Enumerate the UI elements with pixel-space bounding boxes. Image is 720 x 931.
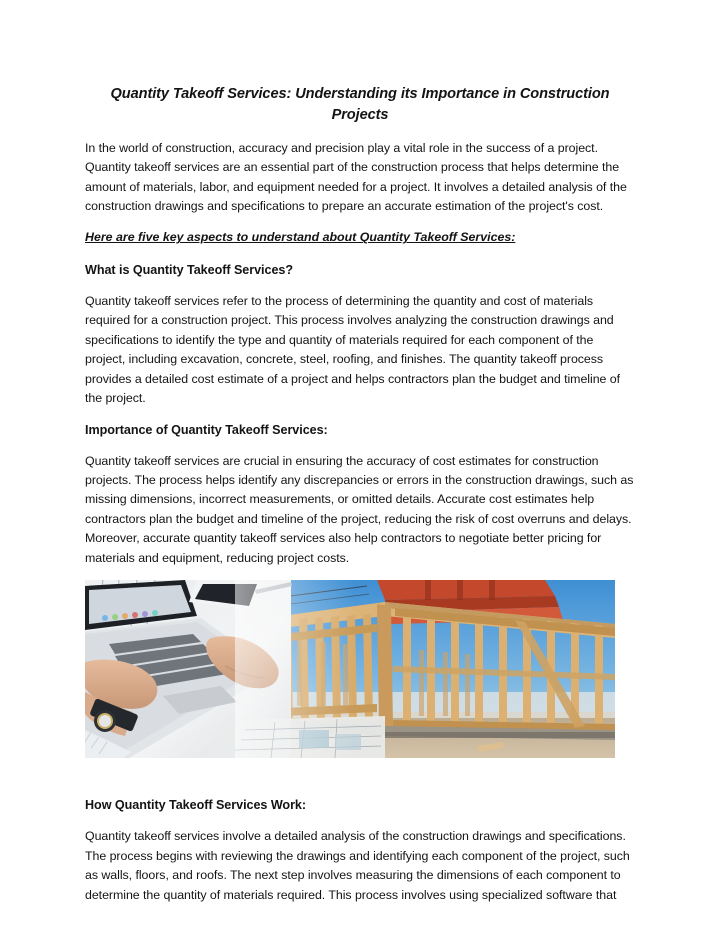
section-paragraph-how-it-works: Quantity takeoff services involve a detailed analysis of the construction drawings and specifications. The process begins with reviewing the drawings and identifying each component of the project, such as walls, floors, and roofs. The next step involves measuring the dimensions of each component to determine the quantity of materials required. This process involves using specialized software that xyxy=(85,829,630,902)
construction-composite-image xyxy=(85,580,615,758)
intro-paragraph: In the world of construction, accuracy and precision play a vital role in the success of a project. Quantity takeoff services are an essential part of the construction process that helps determine the amount of materials, labor, and equipment needed for a project. It involves a detailed analysis of the construction drawings and specifications to prepare an accurate estimation of the project's cost. xyxy=(85,140,627,213)
document-content xyxy=(85,84,635,917)
section-paragraph-importance: Quantity takeoff services are crucial in ensuring the accuracy of cost estimates for construction projects. The process helps identify any discrepancies or errors in the construction drawings, such as missing dimensions, incorrect measurements, or omitted details. Accurate cost estimates help contractors plan the budget and timeline of the project, reducing the risk of cost overruns and delays. Moreover, accurate quantity takeoff services also help contractors to negotiate better pricing for materials and equipment, reducing project costs. xyxy=(85,453,634,565)
page-title: Quantity Takeoff Services: Understanding its Importance in Construction Projects xyxy=(110,86,610,124)
section-heading-what-is: What is Quantity Takeoff Services? xyxy=(85,262,294,277)
section-paragraph-what-is: Quantity takeoff services refer to the process of determining the quantity and cost of materials required for a construction project. This process involves analyzing the construction drawings and specifications to identify the type and quantity of materials required for each component of the project, including excavation, concrete, steel, roofing, and finishes. The quantity takeoff process provides a detailed cost estimate of a project and helps contractors plan the budget and timeline of the project. xyxy=(85,293,621,406)
lead-in-text: Here are five key aspects to understand about Quantity Takeoff Services: xyxy=(85,230,516,245)
section-heading-how-it-works: How Quantity Takeoff Services Work: xyxy=(85,798,307,813)
section-heading-importance: Importance of Quantity Takeoff Services: xyxy=(85,422,328,437)
figure-illustration xyxy=(85,580,615,758)
